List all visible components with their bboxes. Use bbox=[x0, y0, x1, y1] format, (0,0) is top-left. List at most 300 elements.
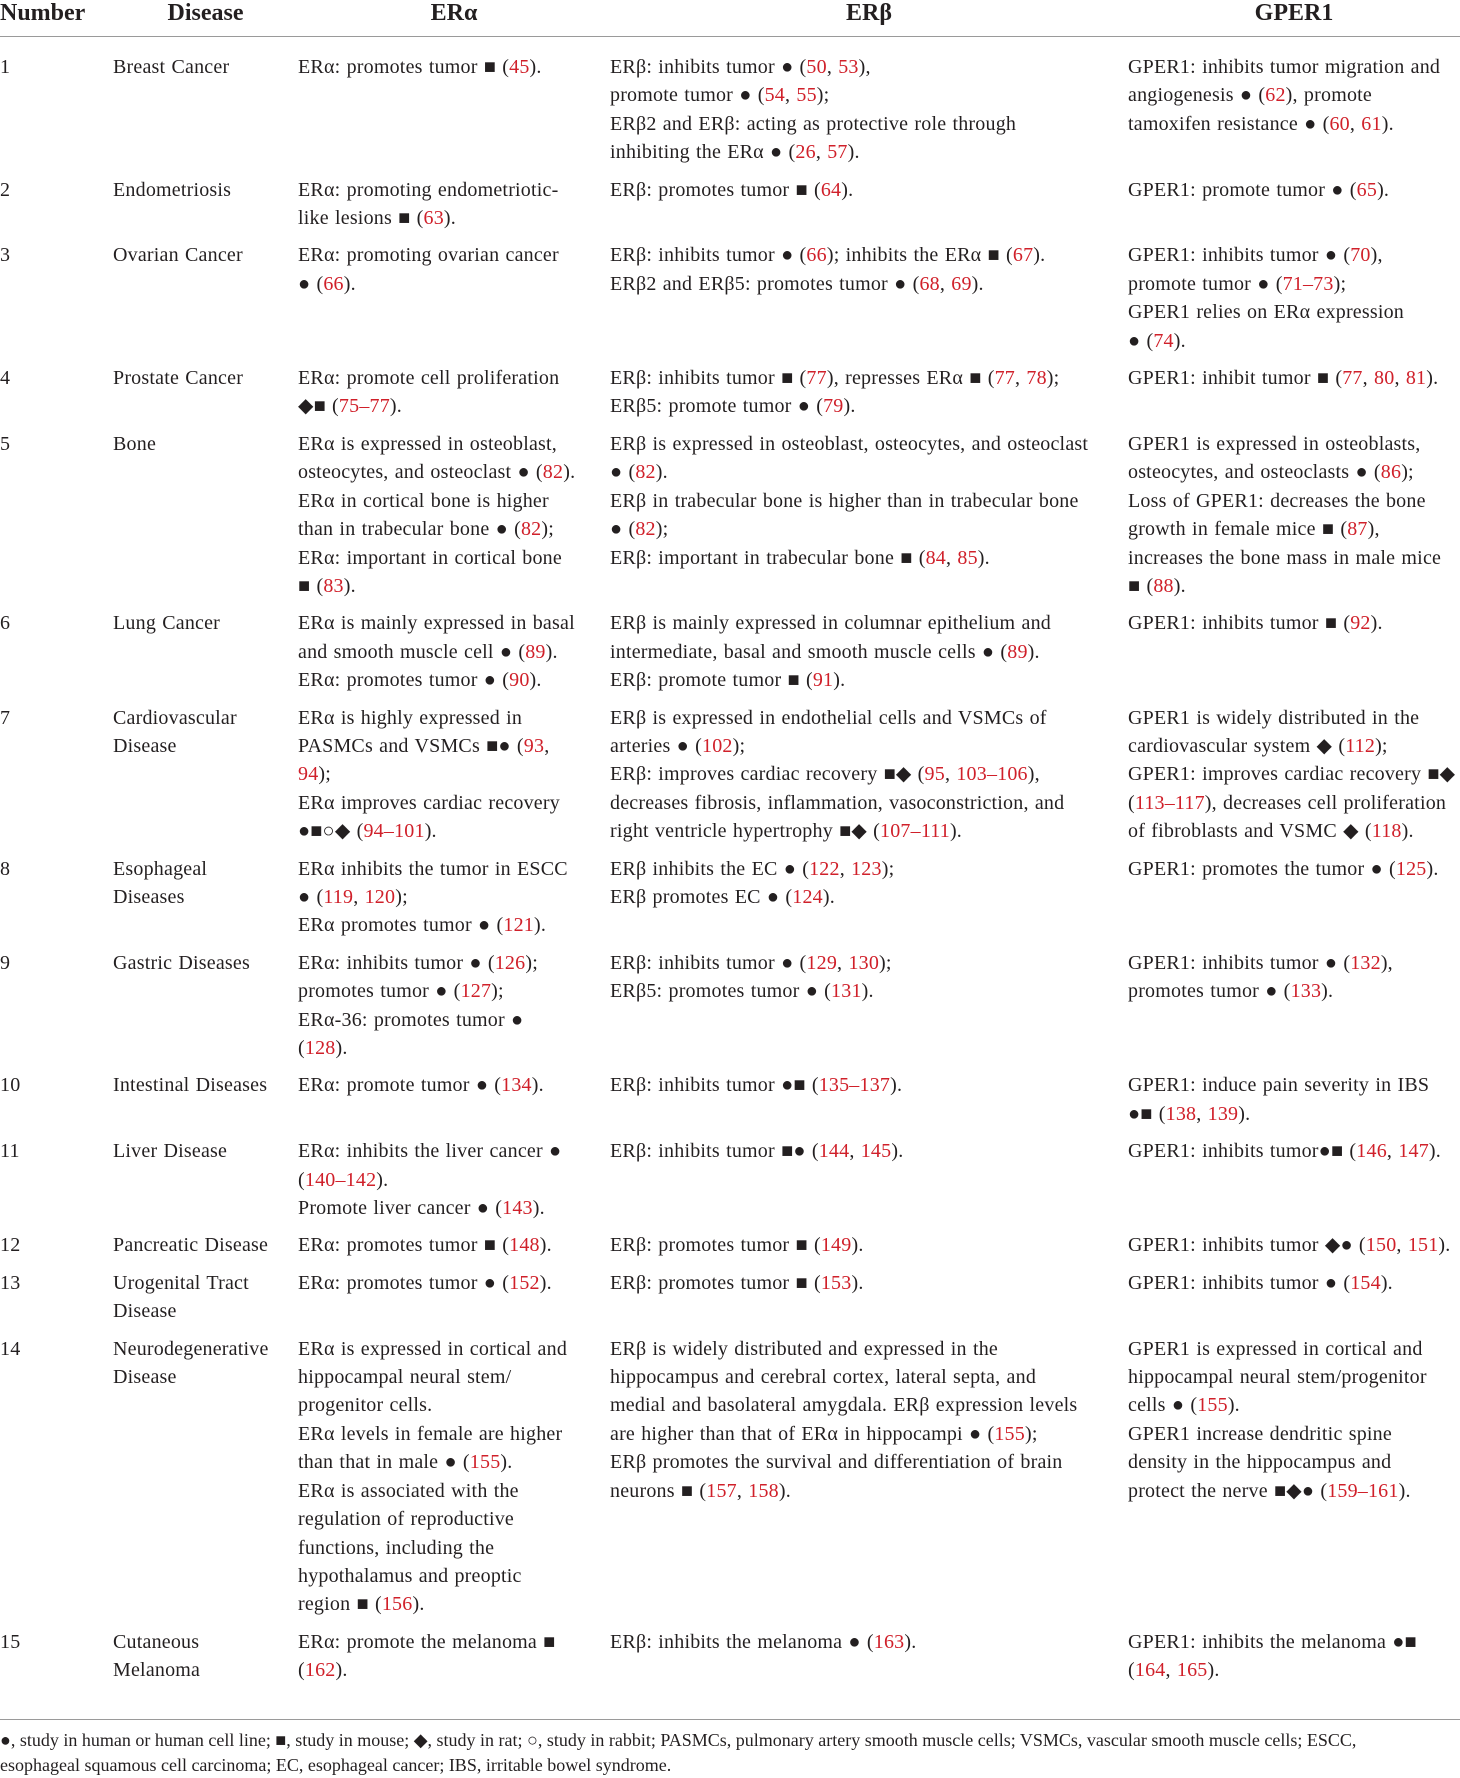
reference-link[interactable]: 60 bbox=[1329, 112, 1350, 135]
reference-link[interactable]: 77 bbox=[1342, 367, 1363, 390]
cell-text: hippocampus and cerebral cortex, lateral septa, and bbox=[610, 1366, 1037, 1389]
reference-link[interactable]: 63 bbox=[423, 207, 444, 230]
cell-line bbox=[298, 977, 604, 1005]
cell-er-beta bbox=[610, 609, 1128, 703]
reference-link[interactable]: 125 bbox=[1395, 857, 1427, 880]
cell-text: ). bbox=[949, 820, 962, 843]
cell-text: ). bbox=[532, 1197, 545, 1220]
reference-link[interactable]: 65 bbox=[1356, 178, 1378, 201]
reference-link[interactable]: 150 bbox=[1365, 1234, 1397, 1257]
cell-text: hypothalamus and preoptic bbox=[298, 1564, 522, 1587]
reference-link[interactable]: 82 bbox=[520, 518, 542, 541]
cell-line bbox=[1128, 949, 1454, 977]
cell-text: ERβ is expressed in endothelial cells and VSMCs of bbox=[610, 706, 1047, 729]
cell-text: ERα levels in female are higher bbox=[298, 1422, 563, 1445]
cell-line bbox=[1128, 977, 1454, 1005]
cell-text: ( bbox=[298, 1168, 305, 1191]
cell-text: regulation of reproductive bbox=[298, 1508, 515, 1531]
cell-line bbox=[1128, 53, 1454, 81]
cell-line bbox=[1128, 176, 1454, 204]
cell-er-beta bbox=[610, 241, 1128, 364]
cell-gper1 bbox=[1128, 1137, 1460, 1231]
cell-text: ERβ: inhibits tumor ● ( bbox=[610, 951, 807, 974]
disease-line: Ovarian Cancer bbox=[113, 244, 243, 267]
reference-link[interactable]: 89 bbox=[1007, 640, 1028, 663]
cell-number: 13 bbox=[0, 1271, 21, 1294]
cell-text: cells ● ( bbox=[1128, 1394, 1198, 1417]
cell-text: GPER1 is expressed in cortical and bbox=[1128, 1337, 1423, 1360]
reference-link[interactable]: 95 bbox=[924, 763, 945, 786]
cell-text: ■ ( bbox=[298, 574, 324, 597]
cell-er-beta bbox=[610, 949, 1128, 1072]
cell-line bbox=[298, 883, 604, 911]
cell-line bbox=[298, 1505, 604, 1533]
cell-line bbox=[298, 515, 604, 543]
reference-link[interactable]: 88 bbox=[1153, 574, 1174, 597]
cell-disease bbox=[113, 241, 298, 364]
disease-line: Urogenital Tract bbox=[113, 1271, 249, 1294]
cell-text: ERβ promotes EC ● ( bbox=[610, 885, 793, 908]
reference-link[interactable]: 84 bbox=[925, 546, 946, 569]
cell-text: ). bbox=[389, 395, 402, 418]
cell-line bbox=[610, 270, 1122, 298]
reference-link[interactable]: 156 bbox=[381, 1593, 413, 1616]
cell-text: , bbox=[849, 1140, 861, 1163]
reference-link[interactable]: 77 bbox=[806, 367, 827, 390]
cell-er-alpha bbox=[298, 430, 610, 609]
cell-text: , bbox=[1386, 1140, 1399, 1163]
cell-text: ); bbox=[395, 885, 408, 908]
cell-text: ERα is expressed in osteoblast, bbox=[298, 432, 557, 455]
cell-line bbox=[610, 732, 1122, 760]
cell-line bbox=[298, 789, 604, 817]
cell-line bbox=[1128, 1420, 1454, 1448]
reference-link[interactable]: 165 bbox=[1176, 1659, 1208, 1682]
reference-link[interactable]: 133 bbox=[1290, 980, 1322, 1003]
reference-link[interactable]: 107–111 bbox=[880, 820, 950, 843]
table-row bbox=[0, 364, 1460, 430]
cell-line bbox=[610, 458, 1122, 486]
reference-link[interactable]: 146 bbox=[1356, 1140, 1387, 1163]
cell-text: GPER1: induce pain severity in IBS bbox=[1128, 1074, 1430, 1097]
cell-text: ). bbox=[843, 395, 856, 418]
reference-link[interactable]: 71–73 bbox=[1282, 272, 1334, 295]
cell-number: 2 bbox=[0, 178, 11, 201]
cell-text: ). bbox=[343, 272, 356, 295]
cell-line bbox=[1128, 1335, 1454, 1363]
cell-line bbox=[298, 1269, 604, 1297]
cell-line bbox=[1128, 855, 1454, 883]
cell-er-alpha bbox=[298, 1137, 610, 1231]
cell-text: ). bbox=[971, 272, 984, 295]
cell-line bbox=[1128, 241, 1454, 269]
cell-text: Loss of GPER1: decreases the bone bbox=[1128, 489, 1426, 512]
cell-text: cardiovascular system ◆ ( bbox=[1128, 734, 1346, 757]
cell-text: ERα-36: promotes tumor ● bbox=[298, 1008, 524, 1031]
cell-gper1 bbox=[1128, 241, 1460, 364]
cell-line bbox=[1128, 1391, 1454, 1419]
reference-link[interactable]: 129 bbox=[806, 951, 838, 974]
reference-link[interactable]: 82 bbox=[635, 461, 656, 484]
disease-line: Bone bbox=[113, 432, 157, 455]
cell-text: ). bbox=[778, 1479, 791, 1502]
cell-line bbox=[610, 817, 1122, 845]
cell-number: 7 bbox=[0, 706, 11, 729]
cell-text: , bbox=[544, 734, 550, 757]
disease-line: Prostate Cancer bbox=[113, 367, 244, 390]
disease-line: Cutaneous bbox=[113, 1630, 200, 1653]
cell-text: ). bbox=[1380, 1271, 1393, 1294]
cell-er-alpha bbox=[298, 364, 610, 430]
reference-link[interactable]: 143 bbox=[502, 1197, 533, 1220]
cell-er-beta bbox=[610, 704, 1128, 855]
reference-link[interactable]: 147 bbox=[1398, 1140, 1429, 1163]
cell-text: , bbox=[1014, 367, 1027, 390]
cell-line bbox=[298, 572, 604, 600]
reference-link[interactable]: 90 bbox=[509, 669, 530, 692]
cell-line bbox=[610, 1269, 1122, 1297]
reference-link[interactable]: 26 bbox=[795, 141, 816, 164]
cell-text: ). bbox=[1370, 612, 1383, 635]
cell-line bbox=[610, 544, 1122, 572]
cell-line bbox=[298, 430, 604, 458]
cell-disease bbox=[113, 1335, 298, 1628]
cell-text: ERα: promote tumor ● ( bbox=[298, 1074, 502, 1097]
cell-text: ●■ ( bbox=[1128, 1102, 1166, 1125]
cell-line bbox=[610, 487, 1122, 515]
reference-link[interactable]: 159–161 bbox=[1327, 1479, 1399, 1502]
disease-line: Lung Cancer bbox=[113, 612, 221, 635]
cell-text: ). bbox=[563, 461, 576, 484]
cell-text: ERβ is mainly expressed in columnar epithelium and bbox=[610, 612, 1051, 635]
disease-line: Pancreatic Disease bbox=[113, 1234, 269, 1257]
reference-link[interactable]: 92 bbox=[1350, 612, 1371, 635]
table-row bbox=[0, 949, 1460, 1072]
reference-link[interactable]: 86 bbox=[1380, 461, 1402, 484]
cell-text: ERα: promotes tumor ■ ( bbox=[298, 1234, 510, 1257]
cell-text: ERα: promoting endometriotic- bbox=[298, 178, 559, 201]
reference-link[interactable]: 149 bbox=[820, 1234, 852, 1257]
cell-line bbox=[610, 430, 1122, 458]
reference-link[interactable]: 158 bbox=[748, 1479, 779, 1502]
cell-text: ERβ: inhibits tumor ● ( bbox=[610, 244, 807, 267]
cell-text: ● ( bbox=[298, 885, 324, 908]
cell-text: than in trabecular bone ● ( bbox=[298, 518, 521, 541]
cell-line bbox=[298, 1477, 604, 1505]
cell-er-alpha bbox=[298, 1231, 610, 1268]
cell-line bbox=[298, 204, 604, 232]
reference-link[interactable]: 134 bbox=[501, 1074, 532, 1097]
cell-text: , bbox=[736, 1479, 749, 1502]
cell-line bbox=[1128, 327, 1454, 355]
cell-text: GPER1: inhibits tumor ■ ( bbox=[1128, 612, 1351, 635]
reference-link[interactable]: 102 bbox=[702, 734, 733, 757]
cell-text: ), bbox=[858, 56, 871, 78]
cell-line bbox=[298, 732, 604, 760]
table-row bbox=[0, 241, 1460, 364]
reference-link[interactable]: 132 bbox=[1350, 951, 1381, 974]
reference-link[interactable]: 74 bbox=[1153, 329, 1174, 352]
reference-link[interactable]: 153 bbox=[820, 1271, 852, 1294]
cell-er-alpha bbox=[298, 855, 610, 949]
reference-link[interactable]: 45 bbox=[509, 56, 530, 78]
reference-link[interactable]: 139 bbox=[1207, 1102, 1239, 1125]
cell-text: ). bbox=[655, 461, 668, 484]
cell-line bbox=[1128, 458, 1454, 486]
reference-link[interactable]: 83 bbox=[323, 574, 344, 597]
cell-gper1 bbox=[1128, 704, 1460, 855]
cell-text: ERα promotes tumor ● ( bbox=[298, 914, 504, 937]
table-row bbox=[0, 1231, 1460, 1268]
reference-link[interactable]: 148 bbox=[509, 1234, 540, 1257]
cell-line bbox=[298, 458, 604, 486]
cell-line bbox=[610, 53, 1122, 81]
reference-link[interactable]: 61 bbox=[1361, 112, 1382, 135]
cell-line bbox=[610, 1391, 1122, 1419]
cell-text: progenitor cells. bbox=[298, 1394, 433, 1417]
reference-link[interactable]: 157 bbox=[706, 1479, 737, 1502]
cell-er-alpha bbox=[298, 241, 610, 364]
reference-link[interactable]: 154 bbox=[1350, 1271, 1381, 1294]
cell-text: ERα: promoting ovarian cancer bbox=[298, 244, 559, 267]
reference-link[interactable]: 94 bbox=[298, 763, 319, 786]
cell-text: ). bbox=[1173, 574, 1186, 597]
reference-link[interactable]: 82 bbox=[542, 461, 564, 484]
cell-line bbox=[298, 176, 604, 204]
reference-link[interactable]: 131 bbox=[831, 980, 862, 1003]
cell-text: GPER1: inhibits tumor ● ( bbox=[1128, 1271, 1351, 1294]
reference-link[interactable]: 118 bbox=[1371, 820, 1402, 843]
cell-gper1 bbox=[1128, 609, 1460, 703]
cell-er-alpha bbox=[298, 704, 610, 855]
cell-line bbox=[1128, 430, 1454, 458]
cell-text: ERα: inhibits tumor ● ( bbox=[298, 951, 495, 974]
cell-text: , bbox=[944, 763, 957, 786]
reference-link[interactable]: 85 bbox=[957, 546, 978, 569]
cell-line bbox=[610, 1477, 1122, 1505]
reference-link[interactable]: 91 bbox=[812, 669, 834, 692]
reference-link[interactable]: 66 bbox=[323, 272, 344, 295]
reference-link[interactable]: 127 bbox=[460, 980, 492, 1003]
reference-link[interactable]: 144 bbox=[818, 1140, 850, 1163]
cell-line bbox=[298, 1420, 604, 1448]
cell-text: ), represses ERα ■ ( bbox=[826, 367, 995, 390]
reference-link[interactable]: 155 bbox=[994, 1422, 1025, 1445]
cell-line bbox=[610, 1071, 1122, 1099]
reference-link[interactable]: 113–117 bbox=[1134, 791, 1205, 814]
reference-link[interactable]: 151 bbox=[1407, 1234, 1439, 1257]
reference-link[interactable]: 103–106 bbox=[956, 763, 1028, 786]
reference-link[interactable]: 50 bbox=[806, 56, 827, 78]
reference-link[interactable]: 121 bbox=[503, 914, 534, 937]
reference-link[interactable]: 68 bbox=[919, 272, 940, 295]
cell-er-beta bbox=[610, 1628, 1128, 1705]
cell-text: arteries ● ( bbox=[610, 734, 702, 757]
cell-text: ● ( bbox=[610, 518, 636, 541]
cell-line bbox=[298, 487, 604, 515]
reference-link[interactable]: 64 bbox=[820, 178, 842, 201]
cell-line bbox=[610, 110, 1122, 138]
cell-text: ERβ: important in trabecular bone ■ ( bbox=[610, 546, 926, 569]
cell-text: ). bbox=[1426, 857, 1439, 880]
reference-link[interactable]: 126 bbox=[494, 951, 526, 974]
cell-line bbox=[610, 949, 1122, 977]
cell-text: region ■ ( bbox=[298, 1593, 382, 1616]
cell-number: 5 bbox=[0, 432, 11, 455]
reference-link[interactable]: 155 bbox=[469, 1451, 501, 1474]
cell-text: ). bbox=[443, 207, 456, 230]
cell-text: promote tumor ● ( bbox=[1128, 272, 1283, 295]
reference-link[interactable]: 155 bbox=[1197, 1394, 1228, 1417]
cell-text: ). bbox=[1238, 1102, 1251, 1125]
cell-text: ); bbox=[541, 518, 554, 541]
reference-link[interactable]: 78 bbox=[1026, 367, 1047, 390]
reference-link[interactable]: 145 bbox=[860, 1140, 892, 1163]
cell-text: ● ( bbox=[610, 461, 636, 484]
cell-line bbox=[298, 1448, 604, 1476]
cell-text: ERβ: inhibits tumor ■● ( bbox=[610, 1140, 819, 1163]
cell-text: ( bbox=[1128, 791, 1135, 814]
reference-link[interactable]: 162 bbox=[304, 1659, 336, 1682]
cell-text: , bbox=[939, 272, 952, 295]
cell-text: ); bbox=[318, 763, 332, 786]
cell-line bbox=[298, 760, 604, 788]
reference-link[interactable]: 89 bbox=[525, 640, 546, 663]
reference-link[interactable]: 55 bbox=[796, 84, 817, 107]
reference-link[interactable]: 138 bbox=[1165, 1102, 1197, 1125]
reference-link[interactable]: 130 bbox=[848, 951, 880, 974]
reference-link[interactable]: 164 bbox=[1134, 1659, 1166, 1682]
cell-text: ). bbox=[1426, 367, 1439, 390]
cell-text: , bbox=[1394, 367, 1406, 390]
cell-number: 8 bbox=[0, 857, 11, 880]
cell-disease bbox=[113, 364, 298, 430]
reference-link[interactable]: 77 bbox=[994, 367, 1015, 390]
cell-text: ). bbox=[833, 669, 846, 692]
cell-text: ). bbox=[531, 1074, 544, 1097]
reference-link[interactable]: 119 bbox=[323, 885, 354, 908]
reference-link[interactable]: 82 bbox=[635, 518, 656, 541]
cell-text: growth in female mice ■ ( bbox=[1128, 518, 1348, 541]
cell-text: ); bbox=[732, 734, 746, 757]
header-number: Number bbox=[0, 0, 113, 37]
cell-text: ERβ: promote tumor ■ ( bbox=[610, 669, 813, 692]
cell-line bbox=[298, 855, 604, 883]
reference-link[interactable]: 128 bbox=[304, 1037, 336, 1059]
reference-link[interactable]: 57 bbox=[827, 141, 848, 164]
cell-line bbox=[610, 855, 1122, 883]
cell-text: ). bbox=[1173, 329, 1186, 352]
reference-link[interactable]: 54 bbox=[764, 84, 785, 107]
cell-text: ERβ: inhibits tumor ●■ ( bbox=[610, 1074, 819, 1097]
cell-text: ); bbox=[881, 857, 895, 880]
disease-line: Liver Disease bbox=[113, 1140, 228, 1163]
cell-line bbox=[298, 1628, 604, 1656]
cell-line bbox=[610, 666, 1122, 694]
reference-link[interactable]: 112 bbox=[1345, 734, 1376, 757]
cell-text: PASMCs and VSMCs ■● ( bbox=[298, 734, 524, 757]
cell-text: , bbox=[1362, 367, 1375, 390]
cell-text: density in the hippocampus and bbox=[1128, 1451, 1392, 1474]
cell-text: ); bbox=[1375, 734, 1388, 757]
cell-line bbox=[1128, 1137, 1454, 1165]
cell-text: GPER1: inhibits tumor ◆● ( bbox=[1128, 1234, 1366, 1257]
reference-link[interactable]: 69 bbox=[951, 272, 972, 295]
header-disease: Disease bbox=[113, 0, 298, 37]
reference-link[interactable]: 66 bbox=[806, 244, 827, 267]
reference-link[interactable]: 70 bbox=[1350, 244, 1371, 267]
reference-link[interactable]: 87 bbox=[1347, 518, 1368, 541]
reference-link[interactable]: 140–142 bbox=[304, 1168, 377, 1191]
reference-link[interactable]: 80 bbox=[1374, 367, 1395, 390]
cell-text: , bbox=[1196, 1102, 1208, 1125]
reference-link[interactable]: 81 bbox=[1405, 367, 1427, 390]
table-row bbox=[0, 176, 1460, 242]
reference-link[interactable]: 93 bbox=[523, 734, 545, 757]
reference-link[interactable]: 124 bbox=[792, 885, 823, 908]
cell-text: , bbox=[815, 141, 828, 164]
reference-link[interactable]: 123 bbox=[851, 857, 882, 880]
table-body bbox=[0, 37, 1460, 1705]
reference-link[interactable]: 75–77 bbox=[338, 395, 390, 418]
cell-text: ERβ: improves cardiac recovery ■◆ ( bbox=[610, 763, 925, 786]
cell-text: ). bbox=[851, 1271, 864, 1294]
cell-text: ); bbox=[1024, 1422, 1038, 1445]
cell-text: ); inhibits the ERα ■ ( bbox=[826, 244, 1013, 267]
reference-link[interactable]: 135–137 bbox=[818, 1074, 891, 1097]
cell-gper1 bbox=[1128, 37, 1460, 176]
cell-text: hippocampal neural stem/ bbox=[298, 1366, 512, 1389]
cell-text: ERβ: promotes tumor ■ ( bbox=[610, 1234, 821, 1257]
cell-line bbox=[298, 270, 604, 298]
cell-text: ). bbox=[977, 546, 990, 569]
cell-line bbox=[298, 1363, 604, 1391]
reference-link[interactable]: 152 bbox=[509, 1271, 540, 1294]
cell-er-alpha bbox=[298, 1269, 610, 1335]
cell-line bbox=[1128, 1269, 1454, 1297]
cell-text: ERα is associated with the bbox=[298, 1479, 519, 1502]
cell-text: ). bbox=[343, 574, 356, 597]
cell-text: ERα in cortical bone is higher bbox=[298, 489, 549, 512]
cell-text: angiogenesis ● ( bbox=[1128, 84, 1266, 107]
reference-link[interactable]: 122 bbox=[809, 857, 840, 880]
reference-link[interactable]: 62 bbox=[1265, 84, 1286, 107]
cell-number: 9 bbox=[0, 951, 11, 974]
footnote-line: esophageal squamous cell carcinoma; EC, esophageal cancer; IBS, irritable bowel syndrome. bbox=[0, 1755, 672, 1775]
cell-line bbox=[610, 609, 1122, 637]
cell-text: right ventricle hypertrophy ■◆ ( bbox=[610, 820, 881, 843]
reference-link[interactable]: 67 bbox=[1012, 244, 1034, 267]
disease-line: Esophageal bbox=[113, 857, 208, 880]
cell-line bbox=[298, 609, 604, 637]
cell-text: ). bbox=[1227, 1394, 1240, 1417]
reference-link[interactable]: 163 bbox=[873, 1630, 905, 1653]
cell-text: GPER1: inhibits tumor●■ ( bbox=[1128, 1140, 1357, 1163]
reference-link[interactable]: 94–101 bbox=[363, 820, 425, 843]
reference-link[interactable]: 79 bbox=[823, 395, 844, 418]
cell-line bbox=[610, 883, 1122, 911]
cell-line bbox=[1128, 270, 1454, 298]
cell-text: ). bbox=[1438, 1234, 1451, 1257]
cell-text: ). bbox=[335, 1037, 348, 1059]
cell-text: ). bbox=[841, 178, 854, 201]
reference-link[interactable]: 120 bbox=[364, 885, 396, 908]
cell-er-beta bbox=[610, 1231, 1128, 1268]
cell-text: ). bbox=[534, 914, 547, 937]
cell-text: GPER1: promote tumor ● ( bbox=[1128, 178, 1357, 201]
reference-link[interactable]: 53 bbox=[838, 56, 859, 78]
table-row bbox=[0, 855, 1460, 949]
